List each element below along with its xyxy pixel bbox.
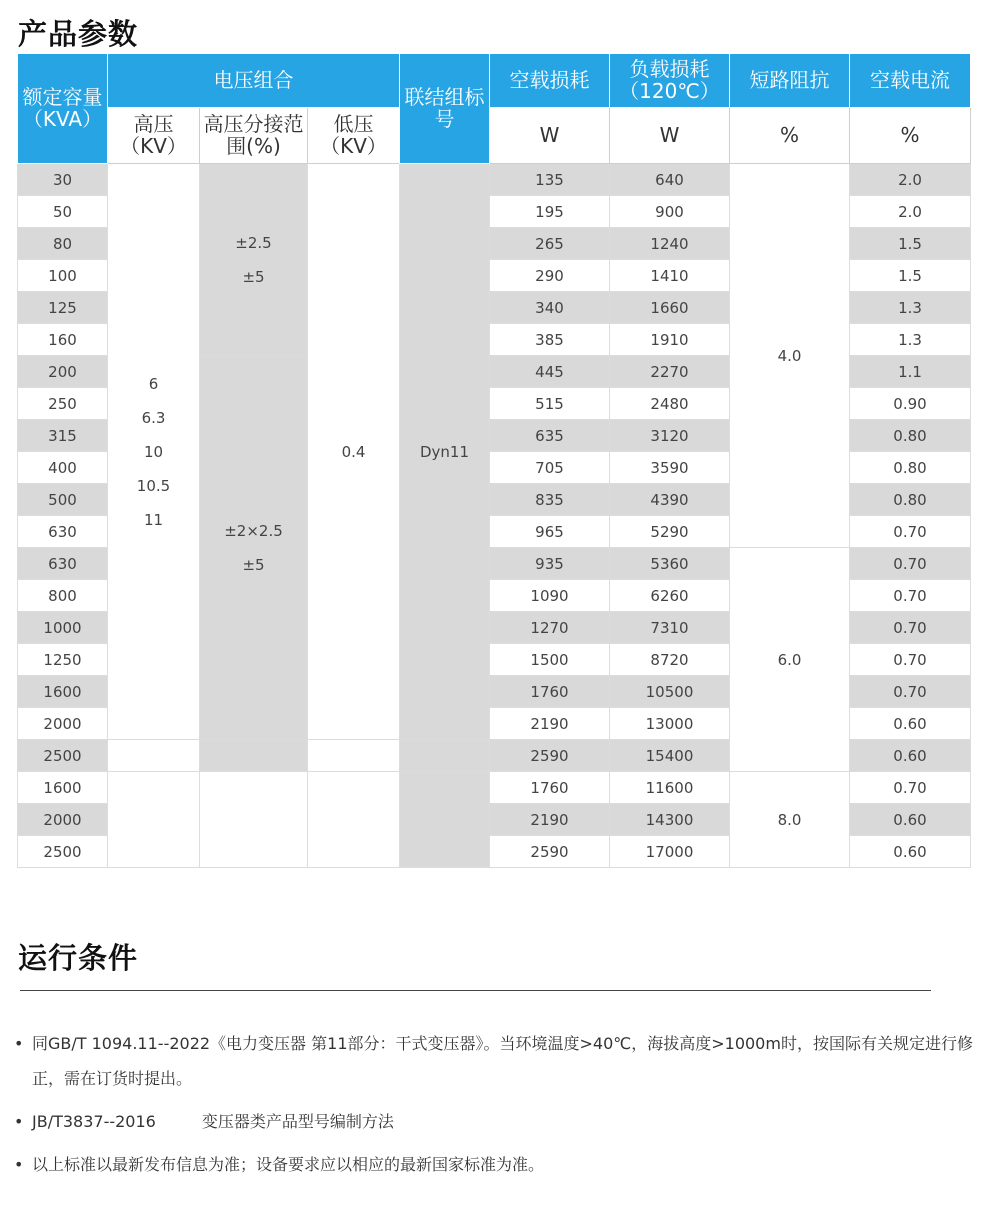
note-item: [14, 1026, 994, 1096]
note-standard-title: 变压器类产品型号编制方法: [201, 1112, 394, 1131]
cell-no-load-loss: 1090: [490, 580, 610, 612]
cell-lv-empty: [308, 740, 400, 772]
cell-hv-empty: [108, 740, 200, 772]
note-item: [14, 1147, 994, 1182]
cell-capacity: 160: [18, 324, 108, 356]
cell-load-loss: 8720: [610, 644, 730, 676]
cell-no-load-loss: 135: [490, 164, 610, 196]
cell-no-load-current: 0.60: [850, 836, 971, 868]
cell-load-loss: 4390: [610, 484, 730, 516]
cell-no-load-current: 0.70: [850, 612, 971, 644]
cell-no-load-current: 0.70: [850, 772, 971, 804]
section-divider: [20, 990, 931, 991]
cell-load-loss: 5290: [610, 516, 730, 548]
cell-no-load-loss: 2190: [490, 708, 610, 740]
cell-tap-range-large-line: ±5: [242, 555, 265, 574]
cell-no-load-loss: 515: [490, 388, 610, 420]
cell-no-load-current: 1.3: [850, 292, 971, 324]
cell-capacity: 1600: [18, 676, 108, 708]
cell-tap-range-small-line: ±2.5: [235, 233, 272, 252]
note-text: 同GB/T 1094.11--2022《电力变压器 第11部分：干式变压器》。当环境温度>40℃，海拔高度>1000m时，按国际有关规定进行修正，需在订货时提出。: [32, 1034, 973, 1088]
cell-no-load-loss: 195: [490, 196, 610, 228]
header-connection: 联结组标号: [400, 54, 490, 164]
cell-no-load-current: 1.5: [850, 228, 971, 260]
unit-no-load-loss: W: [490, 108, 610, 164]
cell-load-loss: 15400: [610, 740, 730, 772]
cell-capacity: 315: [18, 420, 108, 452]
cell-capacity: 125: [18, 292, 108, 324]
cell-capacity: 200: [18, 356, 108, 388]
cell-load-loss: 640: [610, 164, 730, 196]
cell-load-loss: 1240: [610, 228, 730, 260]
header-load-loss: 负载损耗（120℃）: [610, 54, 730, 108]
cell-no-load-loss: 635: [490, 420, 610, 452]
cell-load-loss: 10500: [610, 676, 730, 708]
cell-no-load-current: 2.0: [850, 164, 971, 196]
cell-load-loss: 5360: [610, 548, 730, 580]
cell-no-load-loss: 935: [490, 548, 610, 580]
cell-no-load-current: 0.80: [850, 484, 971, 516]
cell-no-load-loss: 705: [490, 452, 610, 484]
cell-load-loss: 2270: [610, 356, 730, 388]
cell-hv-values: [108, 164, 200, 740]
cell-no-load-loss: 965: [490, 516, 610, 548]
cell-capacity: 630: [18, 548, 108, 580]
cell-no-load-current: 2.0: [850, 196, 971, 228]
cell-lv-value: 0.4: [308, 164, 400, 740]
cell-no-load-loss: 385: [490, 324, 610, 356]
cell-tap-empty: [200, 740, 308, 772]
cell-capacity: 2000: [18, 708, 108, 740]
unit-impedance: %: [730, 108, 850, 164]
operating-notes-list: [14, 1026, 994, 1190]
cell-load-loss: 14300: [610, 804, 730, 836]
cell-no-load-current: 0.70: [850, 644, 971, 676]
cell-tap-range-large-line: ±2×2.5: [224, 521, 283, 540]
cell-capacity: 50: [18, 196, 108, 228]
cell-tap-empty: [200, 772, 308, 868]
header-tap-range: 高压分接范围(%): [200, 108, 308, 164]
cell-tap-range-small-line: ±5: [242, 267, 265, 286]
cell-load-loss: 3590: [610, 452, 730, 484]
cell-no-load-current: 0.60: [850, 740, 971, 772]
cell-no-load-current: 0.70: [850, 580, 971, 612]
cell-hv-values-line: 10.5: [136, 476, 171, 495]
unit-load-loss: W: [610, 108, 730, 164]
cell-capacity: 2000: [18, 804, 108, 836]
cell-no-load-loss: 265: [490, 228, 610, 260]
cell-no-load-current: 1.5: [850, 260, 971, 292]
cell-no-load-loss: 1760: [490, 676, 610, 708]
cell-no-load-loss: 2590: [490, 836, 610, 868]
cell-hv-empty: [108, 772, 200, 868]
cell-no-load-current: 1.3: [850, 324, 971, 356]
table-row: [18, 772, 971, 804]
cell-connection-value: Dyn11: [400, 164, 490, 740]
cell-load-loss: 900: [610, 196, 730, 228]
cell-load-loss: 2480: [610, 388, 730, 420]
cell-capacity: 80: [18, 228, 108, 260]
table-row: [18, 164, 971, 196]
cell-capacity: 500: [18, 484, 108, 516]
cell-no-load-loss: 835: [490, 484, 610, 516]
cell-capacity: 400: [18, 452, 108, 484]
note-standard-code: JB/T3837--2016: [32, 1112, 156, 1131]
header-capacity: 额定容量（KVA）: [18, 54, 108, 164]
cell-no-load-loss: 340: [490, 292, 610, 324]
cell-load-loss: 11600: [610, 772, 730, 804]
cell-connection-empty: [400, 740, 490, 772]
header-hv: 高压（KV）: [108, 108, 200, 164]
cell-tap-range-large: [200, 356, 308, 740]
cell-no-load-current: 0.90: [850, 388, 971, 420]
cell-no-load-loss: 2190: [490, 804, 610, 836]
cell-load-loss: 1910: [610, 324, 730, 356]
unit-no-load-current: %: [850, 108, 971, 164]
cell-impedance: 6.0: [730, 548, 850, 772]
section-title-product-params: 产品参数: [18, 17, 139, 51]
cell-hv-values-line: 11: [143, 510, 164, 529]
cell-no-load-loss: 290: [490, 260, 610, 292]
cell-hv-values-line: 10: [143, 442, 164, 461]
note-text: 以上标准以最新发布信息为准；设备要求应以相应的最新国家标准为准。: [32, 1155, 545, 1174]
cell-load-loss: 13000: [610, 708, 730, 740]
cell-capacity: 1250: [18, 644, 108, 676]
cell-capacity: 1600: [18, 772, 108, 804]
cell-no-load-current: 0.60: [850, 804, 971, 836]
header-voltage-group: 电压组合: [108, 54, 400, 108]
header-impedance: 短路阻抗: [730, 54, 850, 108]
note-item: [14, 1104, 994, 1139]
cell-load-loss: 7310: [610, 612, 730, 644]
cell-no-load-loss: 2590: [490, 740, 610, 772]
cell-no-load-current: 0.70: [850, 676, 971, 708]
cell-no-load-current: 0.70: [850, 516, 971, 548]
cell-no-load-current: 0.70: [850, 548, 971, 580]
cell-no-load-loss: 1500: [490, 644, 610, 676]
cell-connection-empty: [400, 772, 490, 868]
cell-no-load-current: 0.80: [850, 452, 971, 484]
cell-no-load-loss: 1270: [490, 612, 610, 644]
cell-capacity: 630: [18, 516, 108, 548]
cell-capacity: 30: [18, 164, 108, 196]
cell-load-loss: 1410: [610, 260, 730, 292]
cell-tap-range-small: [200, 164, 308, 356]
cell-capacity: 2500: [18, 836, 108, 868]
cell-no-load-current: 0.80: [850, 420, 971, 452]
cell-impedance: 8.0: [730, 772, 850, 868]
cell-load-loss: 3120: [610, 420, 730, 452]
cell-no-load-current: 1.1: [850, 356, 971, 388]
cell-no-load-current: 0.60: [850, 708, 971, 740]
header-no-load-current: 空载电流: [850, 54, 971, 108]
cell-no-load-loss: 445: [490, 356, 610, 388]
cell-capacity: 2500: [18, 740, 108, 772]
cell-hv-values-line: 6.3: [141, 408, 166, 427]
cell-capacity: 800: [18, 580, 108, 612]
cell-capacity: 250: [18, 388, 108, 420]
cell-load-loss: 1660: [610, 292, 730, 324]
cell-capacity: 100: [18, 260, 108, 292]
cell-capacity: 1000: [18, 612, 108, 644]
cell-hv-values-line: 6: [148, 374, 159, 393]
cell-no-load-loss: 1760: [490, 772, 610, 804]
cell-impedance: 4.0: [730, 164, 850, 548]
header-no-load-loss: 空载损耗: [490, 54, 610, 108]
cell-lv-empty: [308, 772, 400, 868]
section-title-operating-conditions: 运行条件: [18, 941, 139, 975]
header-lv: 低压（KV）: [308, 108, 400, 164]
cell-load-loss: 17000: [610, 836, 730, 868]
cell-load-loss: 6260: [610, 580, 730, 612]
product-parameter-table: [17, 53, 971, 868]
